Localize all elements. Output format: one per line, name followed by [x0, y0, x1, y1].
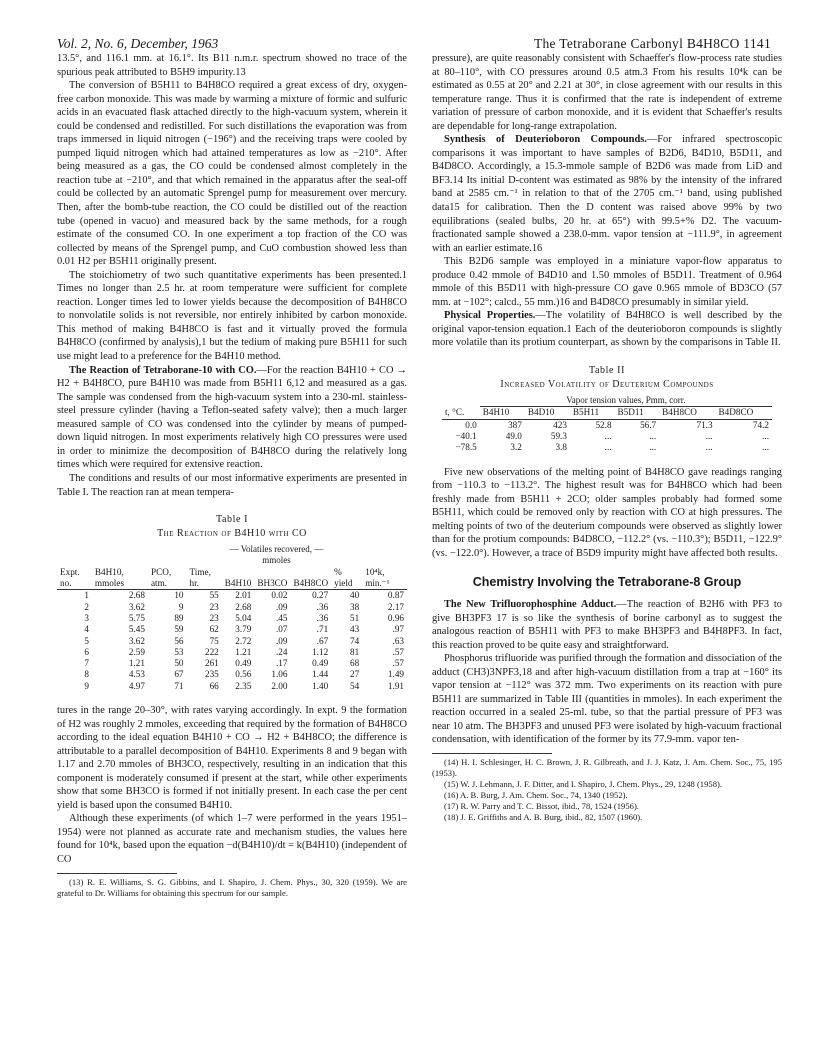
paragraph: This B2D6 sample was employed in a miniature vapor-flow apparatus to produce 0.42 mmole of B4D10 and 1.50 mmoles of B5D11. Treatment of 0.964 mmole of this B5D11 with high-pressure CO gave 0.965 mmole of BD3CO (57 mm. at −102°; calcd., 55 mm.)16 and B4D8CO presumably in similar yield. [432, 256, 782, 308]
table-cell: 2 [84, 601, 89, 612]
footnote: (16) A. B. Burg, J. Am. Chem. Soc., 74, 1340 (1952). [444, 790, 628, 800]
table-cell: 89 [174, 612, 184, 623]
running-header-left: Vol. 2, No. 6, December, 1963 [57, 36, 219, 51]
table-cell: ... [604, 442, 612, 453]
table-cell: 3 [84, 612, 89, 623]
table-cell: 6 [84, 646, 89, 657]
table-cell: .45 [275, 612, 288, 623]
table-cell: 5 [84, 635, 89, 646]
table-row [57, 590, 407, 602]
paragraph [432, 133, 782, 255]
section-heading: Chemistry Involving the Tetraborane-8 Group [472, 575, 742, 590]
table-cell: 49.0 [505, 431, 522, 442]
table-cell: 51 [350, 612, 360, 623]
footnote: (17) R. W. Parry and T. C. Bissot, ibid., 78, 1524 (1956). [444, 801, 639, 811]
table-cell: 56 [174, 635, 184, 646]
table-cell: 2.59 [128, 646, 145, 657]
table-cell: ... [649, 431, 657, 442]
table-cell: 1.49 [387, 669, 404, 680]
paragraph: Phosphorus trifluoride was purified through the formation and dissociation of the adduct (CH3)3NPF3,18 and after high-vacuum distillation from a trap at −160° its vapor tension at −112° was 372 mm. Two experiments on its reaction with pure B5H11 are summarized in Table III (quantities in mmoles). In each experiment the reaction occurred in a sealed 25-ml. tube, so that the partial pressure of PF3 was near 10 atm. The BH3PF3 and unused PF3 were isolated by high-vacuum fractional condensation, with identification of the former by its 77.9-mm. vapor ten- [432, 653, 782, 746]
table-cell: 5.75 [128, 612, 145, 623]
table-cell: .09 [275, 601, 288, 612]
table-cell: 74.2 [752, 419, 769, 430]
table-group-header: — Volatiles recovered, — [229, 544, 324, 555]
table-cell: 222 [204, 646, 219, 657]
table-column-header: t, °C. [442, 407, 480, 419]
table-cell: 235 [204, 669, 219, 680]
footnote: (14) H. I. Schlesinger, H. C. Brown, J. R. Gilbreath, and J. J. Katz, J. Am. Chem. Soc., 75, 195 (1953). [432, 757, 782, 778]
table-cell: 10 [174, 590, 184, 601]
table-cell: 54 [350, 680, 360, 691]
table-cell: 1.91 [387, 680, 404, 691]
runin-heading: Synthesis of Deuterioboron Compounds. [444, 134, 647, 146]
table-row [57, 647, 407, 658]
table-cell: 8 [84, 669, 89, 680]
table-cell: 387 [508, 419, 522, 430]
table-cell: 0.49 [235, 658, 252, 669]
table-cell: 2.72 [235, 635, 252, 646]
footnote-rule [432, 753, 552, 754]
table-cell: .36 [316, 612, 329, 623]
paragraph-text: —For infrared spectroscopic comparisons it was important to have samples of B2D6, B4D10, B5D11, and B4D8CO. Accordingly, a 15.3-mmole sample of B2D6 was made from LiD and BF3.14 Its initial D-content was estimated as 98% by the intensity of the infrared band at 2585 cm.⁻¹ in relation to that of the 2705 cm.⁻¹ band, using published data15 for calibration. Then the D content was raised above 99% by two equilibrations (sealed bulbs, 20 hr. at 65°) with 99.5+% D2. The vacuum-fractionated sample showed a 238.0-mm. vapor tension at −111.9°, in agreement with an earlier estimate.16 [432, 134, 782, 254]
table-cell: ... [762, 431, 769, 442]
table-cell: 38 [350, 601, 360, 612]
table-cell: 67 [174, 669, 184, 680]
table-cell: 1 [84, 590, 89, 601]
left-column [57, 52, 407, 899]
table-row [57, 636, 407, 647]
table-cell: 2.00 [271, 680, 288, 691]
table-cell: .07 [275, 624, 288, 635]
table-cell: 59.3 [550, 431, 567, 442]
paragraph: The stoichiometry of two such quantitative experiments has been presented.1 Times no longer than 2.5 hr. at room temperature were sufficient for complete reaction. Longer times led to lower yields because the decomposition of B4H8CO to nonvolatile solids is not reversible, nor entirely inhibited by carbon monoxide. This method of making B4H8CO is fast and it virtually proved the formula B4H8CO (confirmed by analysis),1 but the tedium of making pure B5H11 for such use might lead to a preference for the B4H10 method. [57, 269, 407, 363]
footnote-rule [57, 873, 177, 874]
paragraph: Although these experiments (of which 1–7 were performed in the years 1951–1954) were not planned as accurate rate and mechanism studies, the values here found for 10⁴k, based upon the equation −d(B4H10)/dt = k(B4H10) (independent of CO [57, 813, 407, 866]
table-cell: 23 [209, 612, 219, 623]
table-cell: 75 [209, 635, 219, 646]
table-cell: 52.8 [595, 419, 612, 430]
table-cell: 3.8 [555, 442, 567, 453]
table-cell: 4.53 [128, 669, 145, 680]
table-cell: −40.1 [455, 431, 477, 442]
table-cell: 4.97 [128, 680, 145, 691]
table-cell: 74 [350, 635, 360, 646]
footnote: (15) W. J. Lehmann, J. F. Ditter, and I. Shapiro, J. Chem. Phys., 29, 1248 (1958). [444, 779, 723, 789]
table-cell: .57 [392, 646, 404, 657]
table-cell: 9 [84, 680, 89, 691]
table-cell: ... [649, 442, 657, 453]
table-column-header: % yield [331, 567, 362, 590]
table-cell: 53 [174, 646, 184, 657]
table-column-header: B4H10, mmoles [92, 567, 148, 590]
table-column-header: B4H10 [222, 567, 255, 590]
table-label: Table I [215, 514, 249, 526]
table-row [442, 431, 772, 442]
table-cell: 1.44 [312, 669, 329, 680]
table-column-header: B4H10 [480, 407, 525, 419]
paragraph: pressure), are quite reasonably consistent with Schaeffer's flow-process rate studies at 80–110°, with CO pressures around 0.5 atm.3 From his results 10⁴k can be estimated as 0.55 at 20° and 2.21 at 30°, in close agreement with our results in this temperature range. Thus it is confirmed that the rate is independent of extreme variation of pressure of carbon monoxide, and it is evident that Schaeffer's results are dependable for long-range extrapolation. [432, 53, 782, 132]
table-cell: 0.56 [235, 669, 252, 680]
table-cell: 0.87 [387, 590, 404, 601]
table-group-sub: mmoles [262, 555, 291, 566]
table-cell: 68 [350, 658, 360, 669]
table-cell: 2.01 [235, 590, 252, 601]
table-row [57, 624, 407, 635]
table-cell: 40 [350, 590, 360, 601]
table-cell: ... [705, 442, 713, 453]
table-cell: 4 [84, 624, 89, 635]
table-2 [442, 395, 772, 453]
table-column-header: B5D11 [615, 407, 660, 419]
table-cell: 62 [209, 624, 219, 635]
footnote: (18) J. E. Griffiths and A. B. Burg, ibid., 82, 1507 (1960). [444, 812, 643, 822]
table-cell: .67 [316, 635, 329, 646]
runin-heading: Physical Properties. [444, 310, 536, 322]
paragraph: tures in the range 20–30°, with rates varying accordingly. In expt. 9 the formation of H2 was roughly 2 mmoles, exceeding that required by the formation of B4H8CO according to the ideal equation B4H10 + CO → H2 + B4H8CO; the difference is attributable to a parallel decomposition of B4H10. Experiments 8 and 9 began with 1.17 and 2.70 mmoles of BH3CO, respectively, resulting in an indication that this component is moderately consumed if present at the start, while other experiments show that some BH3CO is formed if not initially present. In each case the per cent yield is based upon the consumed B4H10. [57, 705, 407, 811]
table-cell: .97 [392, 624, 404, 635]
table-cell: .09 [275, 635, 288, 646]
table-cell: 3.79 [235, 624, 252, 635]
table-cell: 56.7 [640, 419, 657, 430]
table-cell: 5.04 [235, 612, 252, 623]
table-label: Table II [588, 365, 626, 377]
table-cell: 1.40 [312, 680, 329, 691]
table-cell: 261 [204, 658, 219, 669]
table-column-header: B4D10 [525, 407, 570, 419]
table-column-header: 10⁴k, min.⁻¹ [362, 567, 407, 590]
table-cell: ... [705, 431, 713, 442]
paragraph-text: —The reaction of B2H6 with PF3 to give BH3PF3 17 is so like the synthesis of borine carbonyl as to suggest the analogous reaction of B5H11 with PF3 to make BH3PF3 and B4H8PF3. In fact, this reaction proved to be quite easy and straightforward. [432, 598, 782, 651]
table-cell: 423 [553, 419, 567, 430]
table-cell: 81 [350, 646, 360, 657]
table-column-header: B4H8CO [659, 407, 715, 419]
table-cell: 2.35 [235, 680, 252, 691]
table-title: The Reaction of B4H10 with CO [157, 527, 307, 539]
paragraph [57, 364, 407, 472]
table-cell: .63 [392, 635, 404, 646]
table-row [57, 613, 407, 624]
table-column-header: Expt. no. [57, 567, 92, 590]
running-header-right: The Tetraborane Carbonyl B4H8CO 1141 [533, 36, 771, 51]
table-cell: 3.62 [128, 635, 145, 646]
table-cell: 2.68 [128, 590, 145, 601]
table-cell: 55 [209, 590, 219, 601]
paragraph-text: —The volatility of B4H8CO is well described by the original vapor-tension equation.1 Each of the deuterioboron compounds is slightly more volatile than its protium counterpart, as shown by the comparisons in Table II. [432, 310, 782, 349]
paragraph: Five new observations of the melting point of B4H8CO gave readings ranging from −110.3 to −113.2°. The highest result was for B4H8CO which had been freshly made from B5H11 + 2CO; older samples probably had formed some B5H11, which could be removed only by reaction with CO at high pressures. The melting points of two of the deuterium compounds were observed as slightly lower than for the protium compounds: B4D8CO, −112.2° (vs. −110.3°); B5D11, −122.9° (vs. −122.0°). However, a trace of B5D9 impurity might have affected both results. [432, 466, 782, 559]
table-group-header: Vapor tension values, Pmm, corr. [480, 395, 772, 407]
table-cell: ... [604, 431, 612, 442]
table-column-header: B4D8CO [716, 407, 772, 419]
table-cell: 71.3 [696, 419, 713, 430]
table-column-header: Time, hr. [187, 567, 222, 590]
table-cell: 0.02 [271, 590, 288, 601]
table-column-header: BH3CO [254, 567, 290, 590]
table-cell: 3.2 [510, 442, 522, 453]
table-cell: 0.49 [312, 658, 329, 669]
table-row [57, 658, 407, 669]
paragraph [432, 598, 782, 652]
table-column-header: B4H8CO [290, 567, 331, 590]
runin-heading: The New Trifluorophosphine Adduct. [444, 598, 617, 610]
table-row [57, 602, 407, 613]
table-cell: 23 [209, 601, 219, 612]
right-column [432, 52, 782, 823]
table-cell: 1.21 [235, 646, 252, 657]
table-column-header: B5H11 [570, 407, 615, 419]
table-cell: 1.06 [271, 669, 288, 680]
table-title: Increased Volatility of Deuterium Compounds [500, 378, 714, 390]
table-cell: 0.0 [465, 419, 477, 430]
table-cell: .24 [275, 646, 288, 657]
table-cell: .57 [392, 658, 404, 669]
table-cell: .36 [316, 601, 329, 612]
paragraph: The conditions and results of our most informative experiments are presented in Table I. The reaction ran at mean tempera- [57, 472, 407, 498]
table-cell: 7 [84, 658, 89, 669]
table-cell: 27 [350, 669, 360, 680]
table-row [442, 419, 772, 431]
table-cell: 5.45 [128, 624, 145, 635]
runin-heading: The Reaction of Tetraborane-10 with CO. [69, 364, 257, 376]
table-cell: 2.68 [235, 601, 252, 612]
paragraph-text: —For the reaction B4H10 + CO → H2 + B4H8CO, pure B4H10 was made from B5H11 6,12 and measured as a gas. The sample was condensed from the high-vacuum system into a 230-ml. stainless-steel pressure cylinder (having a Teflon-seated safety valve); then a much larger measured sample of CO was condensed into the cylinder by means of pumped-down liquid nitrogen. In most experiments relatively high CO pressures were used in order to minimize the decomposition of B4H8CO during the relatively long times which were required for extensive reaction. [57, 364, 407, 471]
table-cell: .17 [275, 658, 288, 669]
table-cell: 3.62 [128, 601, 145, 612]
paragraph: 13.5°, and 116.1 mm. at 16.1°. Its B11 n.m.r. spectrum showed no trace of the spurious peak attributed to B5H9 impurity.13 [57, 53, 407, 78]
table-row [57, 681, 407, 692]
table-cell: 9 [178, 601, 184, 612]
table-cell: 2.17 [387, 601, 404, 612]
table-column-header: PCO, atm. [148, 567, 187, 590]
table-cell: 0.96 [387, 612, 404, 623]
table-cell: 71 [174, 680, 184, 691]
table-cell: ... [762, 442, 769, 453]
footnote: (13) R. E. Williams, S. G. Gibbins, and I. Shapiro, J. Chem. Phys., 30, 320 (1959). We are grateful to Dr. Williams for obtaining this spectrum for our sample. [57, 876, 407, 898]
paragraph: The conversion of B5H11 to B4H8CO required a great excess of dry, oxygen-free carbon monoxide. This was made by warming a mixture of formic and sulfuric acids in an evacuated flask attached directly to the high-vacuum system, wherein it could be condensed and redistilled. For such distillations the evaporation was from traps immersed in liquid nitrogen (−196°) and the receiving traps were cooled by pumped liquid nitrogen which had attained temperatures as low as −210°. After being measured as a gas, the CO could be condensed almost completely in the reaction tube at −210°, and that which remained in the apparatus after the seal-off could be collected by an automatic Sprengel pump for measurement over mercury. Then, after the bomb-tube reaction, the CO could be distilled out of the reaction tube (opened in vacuo) and measured back by the same methods, for a rough estimate of the consumed CO. In one experiment a top fraction of the CO was collected by means of the Sprengel pump, and CuO combustion showed less than 0.01 H2 per B5H11 originally present. [57, 80, 407, 268]
table-cell: 66 [209, 680, 219, 691]
table-cell: 59 [174, 624, 184, 635]
table-cell: 1.12 [312, 646, 329, 657]
table-row [57, 669, 407, 680]
table-cell: −78.5 [455, 442, 477, 453]
table-cell: 43 [350, 624, 360, 635]
table-row [442, 442, 772, 453]
table-cell: .71 [316, 624, 329, 635]
table-cell: 1.21 [128, 658, 145, 669]
table-cell: 50 [174, 658, 184, 669]
paragraph [432, 309, 782, 350]
table-cell: 0.27 [312, 590, 329, 601]
table-1 [57, 544, 407, 692]
